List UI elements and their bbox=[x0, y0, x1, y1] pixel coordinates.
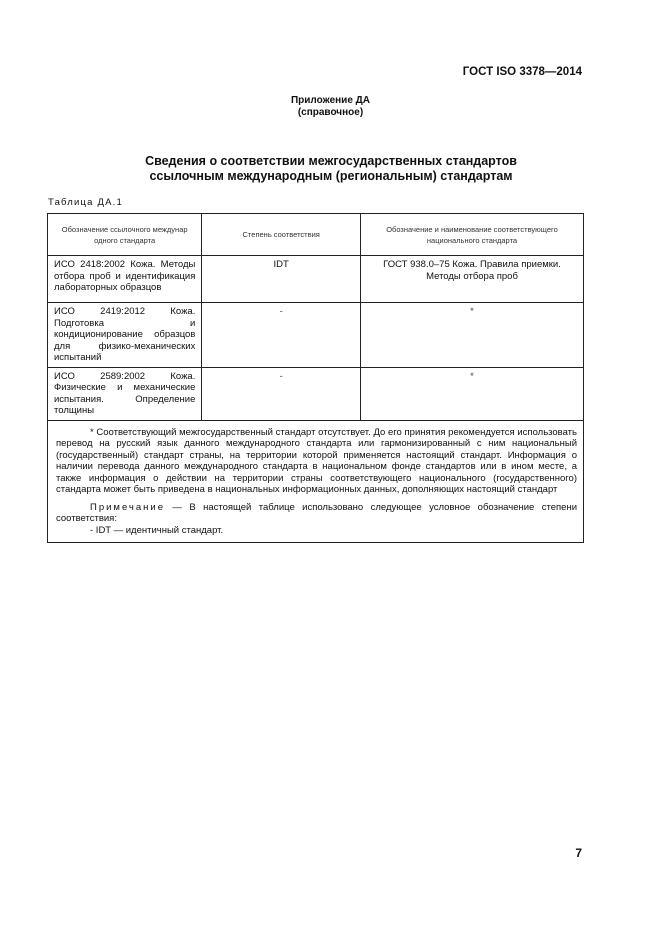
annex-subtitle: (справочное) bbox=[297, 107, 364, 118]
correspondence-table bbox=[47, 213, 584, 543]
header-reference-standard: Обозначение ссылочного междунар одного стандарта bbox=[48, 214, 202, 256]
table-footnote-row bbox=[48, 420, 584, 543]
page-number: 7 bbox=[575, 846, 582, 860]
table-label: Таблица ДА.1 bbox=[48, 197, 123, 208]
page-title bbox=[60, 154, 602, 184]
page-title-line-2: ссылочным международным (региональным) стандартам bbox=[149, 169, 513, 183]
header-national-standard: Обозначение и наименование соответствующего национального стандарта bbox=[361, 214, 584, 256]
cell-reference: ИСО 2418:2002 Кожа. Методы отбора проб и идентификация лабораторных образцов bbox=[48, 256, 202, 303]
cell-national: * bbox=[361, 367, 584, 420]
cell-reference: ИСО 2419:2012 Кожа. Подготовка и кондиционирование образцов для физико-механических испытаний bbox=[48, 303, 202, 368]
cell-degree: IDT bbox=[202, 256, 361, 303]
header-degree: Степень соответствия bbox=[202, 214, 361, 256]
annex-title: Приложение ДА bbox=[290, 95, 371, 106]
table-row bbox=[48, 367, 584, 420]
table-row bbox=[48, 303, 584, 368]
document-id: ГОСТ ISO 3378—2014 bbox=[462, 66, 582, 78]
cell-national: * bbox=[361, 303, 584, 368]
table-row bbox=[48, 256, 584, 303]
cell-national: ГОСТ 938.0–75 Кожа. Правила приемки. Методы отбора проб bbox=[361, 256, 584, 303]
annex-heading bbox=[0, 95, 661, 119]
footnote-text: * Соответствующий межгосударственный стандарт отсутствует. До его принятия рекомендуется использовать перевод на русский язык данного международного стандарта или гармонизированный с ним национальный (государственный) стандарт страны, на территории которой применяется настоящий стандарт. Информация о наличии перевода данного международного стандарта в национальном фонде стандартов или в ином месте, а также информация о действии на территории страны соответствующего национального (государственного) стандарта может быть приведена в национальных информационных данных, дополняющих настоящий стандарт bbox=[56, 426, 577, 495]
note-text: — В настоящей таблице использовано следующее условное обозначение степени соответствия: bbox=[56, 501, 577, 524]
page-title-line-1: Сведения о соответствии межгосударственных стандартов bbox=[145, 154, 517, 168]
note-label: Примечание bbox=[90, 501, 165, 513]
cell-degree: - bbox=[202, 367, 361, 420]
table-header-row bbox=[48, 214, 584, 256]
note-item: - IDT — идентичный стандарт. bbox=[90, 524, 224, 536]
table-footnote bbox=[48, 420, 584, 543]
note-paragraph bbox=[56, 502, 577, 525]
cell-degree: - bbox=[202, 303, 361, 368]
cell-reference: ИСО 2589:2002 Кожа. Физические и механические испытания. Определение толщины bbox=[48, 367, 202, 420]
